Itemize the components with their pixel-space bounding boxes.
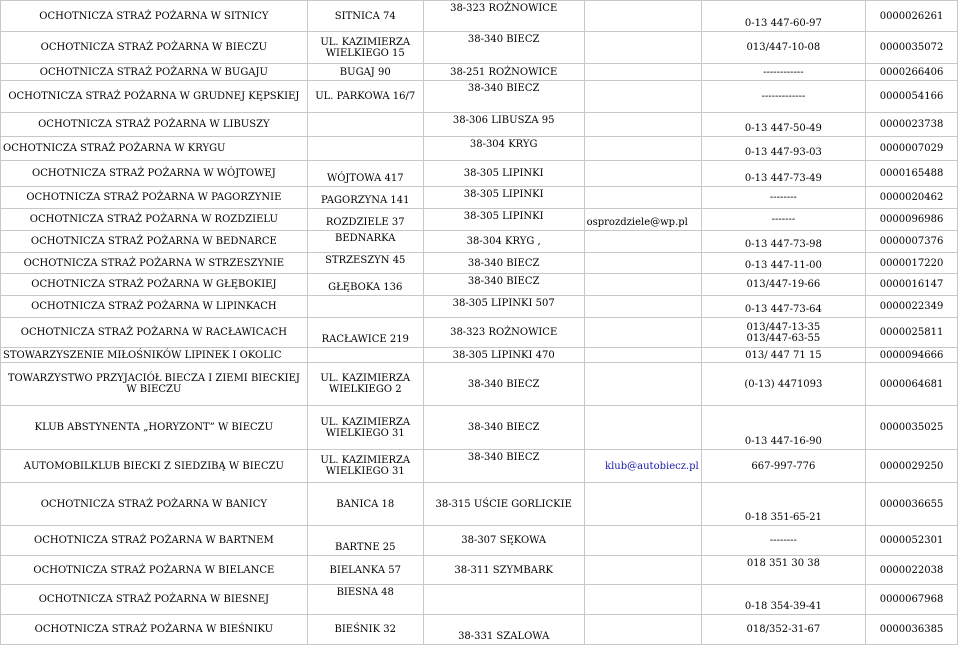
org-address bbox=[307, 113, 423, 137]
org-postal: 38-340 BIECZ bbox=[423, 81, 584, 113]
org-phone: 0-13 447-60-97 bbox=[701, 1, 865, 32]
org-phone: -------- bbox=[701, 187, 865, 209]
org-phone: -------- bbox=[701, 526, 865, 556]
table-row bbox=[1, 526, 958, 556]
org-email bbox=[584, 1, 701, 32]
org-address: SITNICA 74 bbox=[307, 1, 423, 32]
org-address: UL. KAZIMIERZA WIELKIEGO 2 bbox=[307, 363, 423, 406]
org-name: OCHOTNICZA STRAŻ POŻARNA W BIELANCE bbox=[1, 556, 308, 585]
org-address: BIEŚNIK 32 bbox=[307, 615, 423, 645]
org-id: 0000007376 bbox=[866, 231, 958, 253]
org-postal: 38-340 BIECZ bbox=[423, 363, 584, 406]
org-postal: 38-304 KRYG bbox=[423, 137, 584, 161]
org-phone: ------- bbox=[701, 209, 865, 231]
org-phone-line: 013/447-63-55 bbox=[746, 332, 821, 344]
org-id: 0000029250 bbox=[866, 450, 958, 483]
org-id: 0000035025 bbox=[866, 406, 958, 450]
table-row bbox=[1, 64, 958, 81]
org-name: OCHOTNICZA STRAŻ POŻARNA W GŁĘBOKIEJ bbox=[1, 274, 308, 296]
org-name: OCHOTNICZA STRAŻ POŻARNA W BIECZU bbox=[1, 32, 308, 64]
table-row bbox=[1, 348, 958, 363]
org-email bbox=[584, 231, 701, 253]
org-email bbox=[584, 274, 701, 296]
table-row bbox=[1, 274, 958, 296]
org-email bbox=[584, 526, 701, 556]
org-address: BIELANKA 57 bbox=[307, 556, 423, 585]
org-email bbox=[584, 137, 701, 161]
table-row bbox=[1, 318, 958, 348]
table-row bbox=[1, 406, 958, 450]
org-name: OCHOTNICZA STRAŻ POŻARNA W BEDNARCE bbox=[1, 231, 308, 253]
org-address bbox=[307, 296, 423, 318]
org-phone: 0-13 447-16-90 bbox=[701, 406, 865, 450]
org-address: UL. KAZIMIERZA WIELKIEGO 31 bbox=[307, 406, 423, 450]
org-email bbox=[584, 363, 701, 406]
org-postal: 38-311 SZYMBARK bbox=[423, 556, 584, 585]
org-email bbox=[584, 348, 701, 363]
org-address: BANICA 18 bbox=[307, 483, 423, 526]
org-id: 0000023738 bbox=[866, 113, 958, 137]
org-name: OCHOTNICZA STRAŻ POŻARNA W BARTNEM bbox=[1, 526, 308, 556]
table-row bbox=[1, 32, 958, 64]
org-id: 0000007029 bbox=[866, 137, 958, 161]
org-email bbox=[584, 296, 701, 318]
org-name: OCHOTNICZA STRAŻ POŻARNA W BUGAJU bbox=[1, 64, 308, 81]
table-row bbox=[1, 113, 958, 137]
org-email bbox=[584, 81, 701, 113]
org-postal: 38-251 ROŻNOWICE bbox=[423, 64, 584, 81]
table-row bbox=[1, 253, 958, 274]
org-postal: 38-304 KRYG , bbox=[423, 231, 584, 253]
org-id: 0000036385 bbox=[866, 615, 958, 645]
org-postal: 38-305 LIPINKI bbox=[423, 187, 584, 209]
org-address: UL. PARKOWA 16/7 bbox=[307, 81, 423, 113]
org-id: 0000022038 bbox=[866, 556, 958, 585]
org-phone: 667-997-776 bbox=[701, 450, 865, 483]
org-email bbox=[584, 318, 701, 348]
org-email bbox=[584, 64, 701, 81]
org-phone: 0-13 447-50-49 bbox=[701, 113, 865, 137]
org-name: OCHOTNICZA STRAŻ POŻARNA W BIESNEJ bbox=[1, 585, 308, 615]
org-address: PAGORZYNA 141 bbox=[307, 187, 423, 209]
org-address bbox=[307, 137, 423, 161]
table-row bbox=[1, 483, 958, 526]
org-id: 0000025811 bbox=[866, 318, 958, 348]
org-name: OCHOTNICZA STRAŻ POŻARNA W LIPINKACH bbox=[1, 296, 308, 318]
org-phone: 0-18 354-39-41 bbox=[701, 585, 865, 615]
org-name: STOWARZYSZENIE MIŁOŚNIKÓW LIPINEK I OKOLIC bbox=[1, 348, 308, 363]
org-address: STRZESZYN 45 bbox=[307, 253, 423, 274]
org-id: 0000096986 bbox=[866, 209, 958, 231]
org-phone: 0-13 447-73-98 bbox=[701, 231, 865, 253]
org-phone: 0-13 447-73-49 bbox=[701, 161, 865, 187]
org-phone: 013/447-19-66 bbox=[701, 274, 865, 296]
org-phone: 0-18 351-65-21 bbox=[701, 483, 865, 526]
org-phone: 013/ 447 71 15 bbox=[701, 348, 865, 363]
org-postal: 38-307 SĘKOWA bbox=[423, 526, 584, 556]
org-postal bbox=[423, 585, 584, 615]
org-phone: 0-13 447-93-03 bbox=[701, 137, 865, 161]
org-address: BEDNARKA bbox=[307, 231, 423, 253]
org-postal: 38-315 UŚCIE GORLICKIE bbox=[423, 483, 584, 526]
org-email bbox=[584, 187, 701, 209]
org-postal: 38-340 BIECZ bbox=[423, 253, 584, 274]
org-id: 0000036655 bbox=[866, 483, 958, 526]
org-address bbox=[307, 348, 423, 363]
org-postal: 38-331 SZALOWA bbox=[423, 615, 584, 645]
table-row bbox=[1, 585, 958, 615]
org-name: OCHOTNICZA STRAŻ POŻARNA W GRUDNEJ KĘPSKIEJ bbox=[1, 81, 308, 113]
org-name: OCHOTNICZA STRAŻ POŻARNA W ROZDZIELU bbox=[1, 209, 308, 231]
org-name: OCHOTNICZA STRAŻ POŻARNA W WÓJTOWEJ bbox=[1, 161, 308, 187]
org-postal: 38-340 BIECZ bbox=[423, 406, 584, 450]
org-id: 0000052301 bbox=[866, 526, 958, 556]
org-email bbox=[584, 483, 701, 526]
table-row bbox=[1, 137, 958, 161]
org-address: BARTNE 25 bbox=[307, 526, 423, 556]
org-postal: 38-340 BIECZ bbox=[423, 32, 584, 64]
table-row bbox=[1, 209, 958, 231]
org-email-link[interactable]: klub@autobiecz.pl bbox=[584, 450, 701, 483]
org-name: OCHOTNICZA STRAŻ POŻARNA W RACŁAWICACH bbox=[1, 318, 308, 348]
org-postal: 38-340 BIECZ bbox=[423, 274, 584, 296]
table-row bbox=[1, 1, 958, 32]
org-email bbox=[584, 615, 701, 645]
table-row bbox=[1, 81, 958, 113]
org-phone: 018 351 30 38 bbox=[701, 556, 865, 585]
org-email bbox=[584, 113, 701, 137]
org-name: OCHOTNICZA STRAŻ POŻARNA W BIEŚNIKU bbox=[1, 615, 308, 645]
org-name: OCHOTNICZA STRAŻ POŻARNA W STRZESZYNIE bbox=[1, 253, 308, 274]
table-row bbox=[1, 450, 958, 483]
org-postal: 38-340 BIECZ bbox=[423, 450, 584, 483]
org-email bbox=[584, 406, 701, 450]
org-address: BUGAJ 90 bbox=[307, 64, 423, 81]
org-email[interactable]: osprozdziele@wp.pl bbox=[584, 209, 701, 231]
org-phone bbox=[701, 318, 865, 348]
table-row bbox=[1, 231, 958, 253]
org-id: 0000266406 bbox=[866, 64, 958, 81]
org-id: 0000022349 bbox=[866, 296, 958, 318]
table-row bbox=[1, 363, 958, 406]
org-name: TOWARZYSTWO PRZYJACIÓŁ BIECZA I ZIEMI BIECKIEJ W BIECZU bbox=[1, 363, 308, 406]
table-row bbox=[1, 187, 958, 209]
table-row bbox=[1, 161, 958, 187]
org-email bbox=[584, 161, 701, 187]
org-postal: 38-305 LIPINKI bbox=[423, 161, 584, 187]
org-address: UL. KAZIMIERZA WIELKIEGO 15 bbox=[307, 32, 423, 64]
org-name: OCHOTNICZA STRAŻ POŻARNA W BANICY bbox=[1, 483, 308, 526]
table-row bbox=[1, 556, 958, 585]
org-phone: (0-13) 4471093 bbox=[701, 363, 865, 406]
org-phone: 018/352-31-67 bbox=[701, 615, 865, 645]
org-address: WÓJTOWA 417 bbox=[307, 161, 423, 187]
org-email bbox=[584, 32, 701, 64]
org-name: KLUB ABSTYNENTA „HORYZONT” W BIECZU bbox=[1, 406, 308, 450]
org-name: OCHOTNICZA STRAŻ POŻARNA W LIBUSZY bbox=[1, 113, 308, 137]
org-id: 0000016147 bbox=[866, 274, 958, 296]
org-phone: 013/447-10-08 bbox=[701, 32, 865, 64]
org-id: 0000017220 bbox=[866, 253, 958, 274]
org-id: 0000064681 bbox=[866, 363, 958, 406]
org-email bbox=[584, 253, 701, 274]
table-row bbox=[1, 296, 958, 318]
org-address: BIESNA 48 bbox=[307, 585, 423, 615]
org-phone-line: 013/447-13-35 bbox=[746, 321, 821, 333]
org-phone: 0-13 447-73-64 bbox=[701, 296, 865, 318]
org-id: 0000026261 bbox=[866, 1, 958, 32]
org-address: GŁĘBOKA 136 bbox=[307, 274, 423, 296]
org-postal: 38-305 LIPINKI 507 bbox=[423, 296, 584, 318]
org-name: OCHOTNICZA STRAŻ POŻARNA W SITNICY bbox=[1, 1, 308, 32]
org-id: 0000054166 bbox=[866, 81, 958, 113]
org-postal: 38-306 LIBUSZA 95 bbox=[423, 113, 584, 137]
org-id: 0000165488 bbox=[866, 161, 958, 187]
org-postal: 38-305 LIPINKI 470 bbox=[423, 348, 584, 363]
org-phone: ------------ bbox=[701, 64, 865, 81]
org-id: 0000035072 bbox=[866, 32, 958, 64]
org-name: AUTOMOBILKLUB BIECKI Z SIEDZIBĄ W BIECZU bbox=[1, 450, 308, 483]
org-address: UL. KAZIMIERZA WIELKIEGO 31 bbox=[307, 450, 423, 483]
org-postal: 38-305 LIPINKI bbox=[423, 209, 584, 231]
table-row bbox=[1, 615, 958, 645]
org-id: 0000094666 bbox=[866, 348, 958, 363]
org-address: ROZDZIELE 37 bbox=[307, 209, 423, 231]
org-email bbox=[584, 556, 701, 585]
org-postal: 38-323 ROŻNOWICE bbox=[423, 318, 584, 348]
org-email bbox=[584, 585, 701, 615]
org-address: RACŁAWICE 219 bbox=[307, 318, 423, 348]
org-phone: 0-13 447-11-00 bbox=[701, 253, 865, 274]
org-id: 0000067968 bbox=[866, 585, 958, 615]
org-id: 0000020462 bbox=[866, 187, 958, 209]
org-postal: 38-323 ROŻNOWICE bbox=[423, 1, 584, 32]
org-phone: ------------- bbox=[701, 81, 865, 113]
org-name: OCHOTNICZA STRAŻ POŻARNA W PAGORZYNIE bbox=[1, 187, 308, 209]
org-name: OCHOTNICZA STRAŻ POŻARNA W KRYGU bbox=[1, 137, 308, 161]
